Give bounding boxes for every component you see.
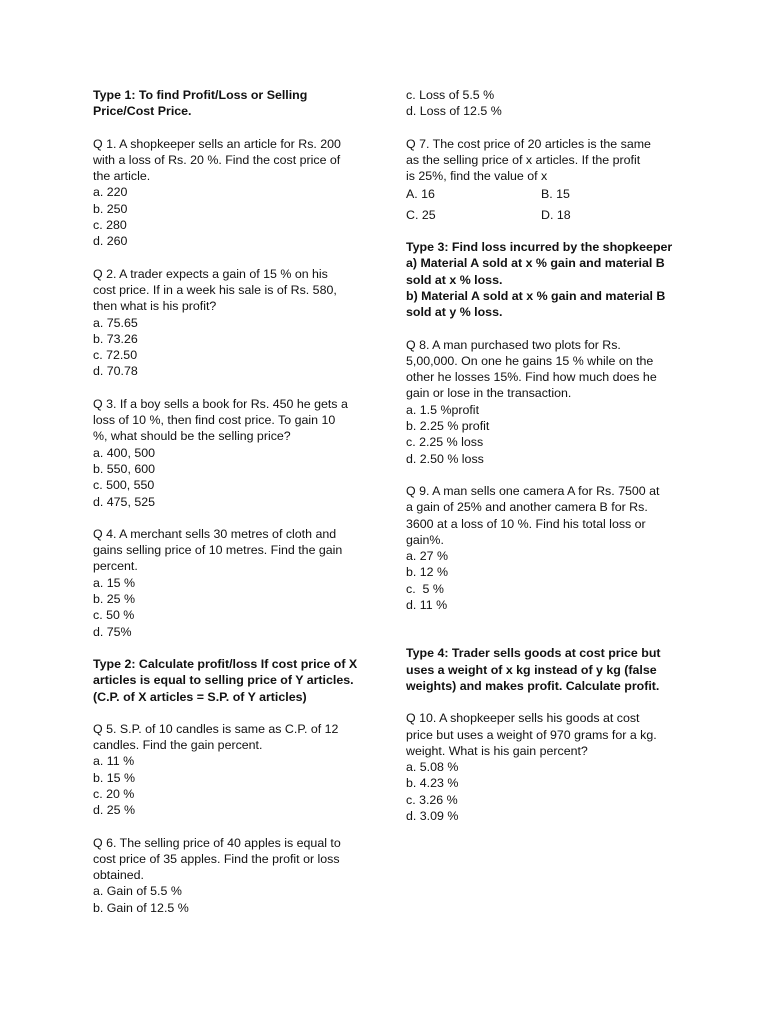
option-a: a. 220 (93, 185, 128, 200)
option-d: d. 70.78 (93, 364, 138, 379)
option-c: c. 2.25 % loss (406, 435, 484, 450)
question-line: other he losses 15%. Find how much does he (406, 370, 657, 385)
option-b: b. 2.25 % profit (406, 419, 490, 434)
question-line: cost price of 35 apples. Find the profit or loss (93, 851, 340, 866)
question-4 (93, 526, 368, 640)
question-line: then what is his profit? (93, 299, 217, 314)
question-line: weight. What is his gain percent? (406, 743, 588, 758)
option-b: b. 25 % (93, 592, 136, 607)
option-d: D. 18 (541, 207, 571, 222)
question-line: obtained. (93, 868, 144, 883)
question-line: Q 4. A merchant sells 30 metres of cloth and (93, 526, 337, 541)
question-10 (406, 710, 681, 824)
left-column (93, 87, 368, 932)
option-a: a. 400, 500 (93, 445, 156, 460)
question-line: with a loss of Rs. 20 %. Find the cost price of (93, 152, 341, 167)
option-c: c. 500, 550 (93, 478, 155, 493)
option-c: c. 280 (93, 218, 127, 233)
option-d: d. Loss of 12.5 % (406, 104, 502, 119)
question-line: percent. (93, 559, 138, 574)
option-b: b. Gain of 12.5 % (93, 900, 189, 915)
option-b: b. 550, 600 (93, 461, 156, 476)
question-9 (406, 483, 681, 613)
option-a: a. 75.65 (93, 315, 138, 330)
option-d: d. 75% (93, 624, 132, 639)
question-2 (93, 266, 368, 380)
question-8 (406, 337, 681, 467)
option-c: c. 3.26 % (406, 792, 458, 807)
question-line: cost price. If in a week his sale is of Rs. 580, (93, 282, 337, 297)
option-d: d. 11 % (406, 598, 448, 613)
heading-line: a) Material A sold at x % gain and material B (406, 256, 665, 271)
right-column (406, 87, 681, 840)
heading-line: articles is equal to selling price of Y articles. (93, 673, 354, 688)
heading-line: uses a weight of x kg instead of y kg (false (406, 662, 657, 677)
heading-line: sold at x % loss. (406, 272, 503, 287)
option-d: d. 475, 525 (93, 494, 156, 509)
question-line: candles. Find the gain percent. (93, 738, 263, 753)
option-b: B. 15 (541, 187, 570, 202)
question-line: Q 7. The cost price of 20 articles is the same (406, 136, 651, 151)
question-line: gain or lose in the transaction. (406, 386, 572, 401)
question-6 (93, 835, 368, 916)
type1-heading (93, 87, 368, 120)
question-line: %, what should be the selling price? (93, 429, 291, 444)
option-c: C. 25 (406, 207, 436, 222)
question-line: as the selling price of x articles. If the profit (406, 152, 641, 167)
heading-line: Type 2: Calculate profit/loss If cost price of X (93, 656, 358, 671)
heading-line: b) Material A sold at x % gain and material B (406, 288, 666, 303)
option-c: c. 72.50 (93, 348, 138, 363)
option-d: d. 260 (93, 234, 128, 249)
question-line: Q 1. A shopkeeper sells an article for Rs. 200 (93, 136, 341, 151)
heading-line: Type 3: Find loss incurred by the shopkeeper (406, 240, 673, 255)
option-a: a. 27 % (406, 549, 449, 564)
question-line: loss of 10 %, then find cost price. To gain 10 (93, 413, 336, 428)
option-c: c. 20 % (93, 786, 135, 801)
option-a: a. 11 % (93, 754, 135, 769)
question-line: 5,00,000. On one he gains 15 % while on the (406, 353, 654, 368)
question-3 (93, 396, 368, 510)
question-line: is 25%, find the value of x (406, 169, 548, 184)
question-line: gain%. (406, 532, 444, 547)
option-a: A. 16 (406, 187, 435, 202)
question-line: Q 10. A shopkeeper sells his goods at cost (406, 711, 640, 726)
option-b: b. 15 % (93, 770, 136, 785)
option-c: c. 50 % (93, 608, 135, 623)
option-a: a. 1.5 %profit (406, 402, 480, 417)
question-line: Q 5. S.P. of 10 candles is same as C.P. of 12 (93, 721, 339, 736)
option-a: a. 15 % (93, 575, 136, 590)
heading-line: Type 4: Trader sells goods at cost price but (406, 646, 661, 661)
option-a: a. Gain of 5.5 % (93, 884, 182, 899)
heading-line: Type 1: To find Profit/Loss or Selling (93, 88, 308, 102)
option-d: d. 25 % (93, 803, 136, 818)
option-c: c. 5 % (406, 581, 444, 596)
option-b: b. 12 % (406, 565, 449, 580)
question-line: Q 9. A man sells one camera A for Rs. 7500 at (406, 483, 660, 498)
option-d: d. 3.09 % (406, 808, 459, 823)
heading-line: (C.P. of X articles = S.P. of Y articles) (93, 689, 307, 704)
question-line: the article. (93, 169, 151, 184)
option-b: b. 4.23 % (406, 776, 459, 791)
question-line: Q 8. A man purchased two plots for Rs. (406, 337, 621, 352)
question-line: Q 3. If a boy sells a book for Rs. 450 he gets a (93, 396, 348, 411)
question-1 (93, 136, 368, 250)
heading-line: Price/Cost Price. (93, 104, 192, 119)
type4-heading (406, 645, 681, 694)
question-line: Q 2. A trader expects a gain of 15 % on his (93, 266, 328, 281)
question-line: 3600 at a loss of 10 %. Find his total loss or (406, 516, 646, 531)
option-d: d. 2.50 % loss (406, 451, 484, 466)
option-b: b. 73.26 (93, 331, 138, 346)
question-7 (406, 136, 681, 223)
option-c: c. Loss of 5.5 % (406, 88, 495, 102)
type3-heading (406, 239, 681, 320)
options-grid (406, 186, 681, 223)
question-line: gains selling price of 10 metres. Find the gain (93, 543, 343, 558)
type2-heading (93, 656, 368, 705)
heading-line: weights) and makes profit. Calculate profit. (406, 678, 660, 693)
question-5 (93, 721, 368, 819)
question-line: Q 6. The selling price of 40 apples is equal to (93, 835, 341, 850)
option-a: a. 5.08 % (406, 760, 459, 775)
question-line: price but uses a weight of 970 grams for a kg. (406, 727, 657, 742)
heading-line: sold at y % loss. (406, 305, 503, 320)
question-6-continued (406, 87, 681, 120)
question-line: a gain of 25% and another camera B for Rs. (406, 500, 648, 515)
option-b: b. 250 (93, 201, 128, 216)
